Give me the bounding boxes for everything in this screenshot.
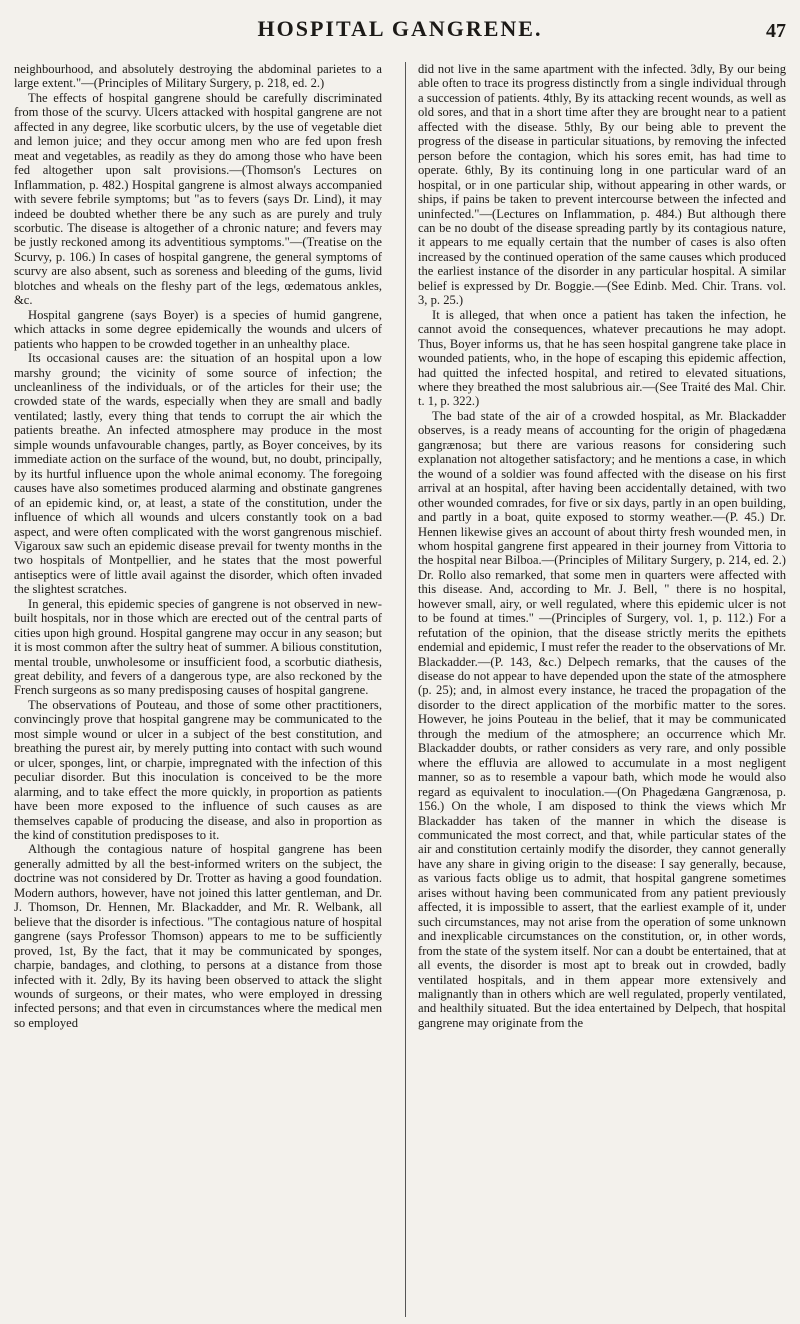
paragraph: did not live in the same apartment with the infected. 3dly, By our being able often to trace its progress distinctly from a single individual through a succession of patients. 4thly, By its attacking recent wounds, as well as old sores, and that in a short time after they are brought near to a patient affected with the disease. 5thly, By our being able to prevent the progress of the disease in particular situations, by removing the infected person before the contagion, which his sores emit, has had time to operate. 6thly, By its continuing long in one particular ward of an hospital, or in one particular ship, without appearing in other wards, or ships, if pains be taken to prevent intercourse between the infected and uninfected."—(Lectures on Inflammation, p. 484.) But although there can be no doubt of the disease spreading partly by its contagious nature, it appears to me equally certain that the number of cases is also often increased by the continued operation of the same causes which produced the earliest instance of the disorder in any particular hospital. A similar belief is expressed by Dr. Boggie.—(See Edinb. Med. Chir. Trans. vol. 3, p. 25.) [418, 62, 786, 308]
column-divider [405, 62, 406, 1317]
paragraph: The bad state of the air of a crowded hospital, as Mr. Blackadder observes, is a ready means of accounting for the origin of phagedæna gangrænosa; but there are various reasons for considering such explanation not altogether satisfactory; and he mentions a case, in which the wound of a soldier was found affected with the disease on his first arrival at an hospital, after having been accidentally detained, with two other wounded comrades, for five or six days, partly in an open building, and partly in a boat, quite exposed to stormy weather.—(P. 45.) Dr. Hennen likewise gives an account of about thirty fresh wounded men, in whom hospital gangrene first appeared in their journey from Vittoria to the hospital near Bilboa.—(Principles of Military Surgery, p. 214, ed. 2.) Dr. Rollo also remarked, that some men in quarters were affected with this disease. And, according to Mr. J. Bell, " there is no hospital, however small, airy, or well regulated, where this epidemic ulcer is not to be found at times." —(Principles of Surgery, vol. 1, p. 112.) For a refutation of the opinion, that the disease strictly merits the epithets endemial and epidemic, I must refer the reader to the observations of Mr. Blackadder.—(P. 143, &c.) Delpech remarks, that the causes of the disease do not appear to have depended upon the state of the atmosphere (p. 25); and, in almost every instance, he traced the propagation of the disorder to the direct application of the morbific matter to the sores. However, he joins Pouteau in the belief, that it may be communicated through the medium of the atmosphere; an occurrence which Mr. Blackadder doubts, or rather considers as very rare, and only possible where the effluvia are allowed to accumulate in a most negligent manner, so as to resemble a vapour bath, which mode he would also regard as equivalent to inoculation.—(On Phagedæna Gangrænosa, p. 156.) On the whole, I am disposed to think the views which Mr Blackadder has taken of the manner in which the disease is communicated the most correct, and that, while particular states of the air and constitution certainly modify the disorder, they cannot generally have any share in giving origin to the disease: I say generally, because, as various facts oblige us to admit, that hospital gangrene sometimes arises without having been communicated from any patient previously affected, it is impossible to assert, that the earliest example of it, under such circumstances, may not arise from the operation of some unknown and inexplicable circumstances on the constitution, or, in other words, from the state of the system itself. Nor can a doubt be entertained, that at all events, the disorder is most apt to break out in crowded, badly ventilated hospitals, and in them appear more extensively and malignantly than in others which are well regulated, properly ventilated, and healthily situated. But the idea entertained by Delpech, that hospital gangrene may originate from the [418, 408, 786, 1030]
paragraph: Hospital gangrene (says Boyer) is a species of humid gangrene, which attacks in some degree epidemically the wounds and ulcers of patients who happen to be crowded together in an unhealthy place. [14, 307, 382, 351]
paragraph: The observations of Pouteau, and those of some other practitioners, convincingly prove that hospital gangrene may be communicated to the most simple wound or ulcer in a subject of the best constitution, and breathing the purest air, by merely putting into contact with such wound or ulcer, sponges, lint, or charpie, impregnated with the infection of this peculiar disorder. But this inoculation is conceived to be the more alarming, and to take effect the more quickly, in proportion as patients have been more exposed to the influence of such causes as are themselves capable of producing the disease, and also in proportion as the kind of constitution predisposes to it. [14, 697, 382, 843]
paragraph: The effects of hospital gangrene should be carefully discriminated from those of the scurvy. Ulcers attacked with hospital gangrene are not affected in any degree, like scorbutic ulcers, by the use of vegetable diet and lemon juice; and they occur among men who are fed upon fresh meat and vegetables, as readily as they do among those who have been fed altogether upon salt provisions.—(Thomson's Lectures on Inflammation, p. 482.) Hospital gangrene is almost always accompanied with severe febrile symptoms; but "as to fevers (says Dr. Lind), it may indeed be doubted whether there be any such as are purely and truly scorbutic. The disease is altogether of a chronic nature; and fevers may be justly reckoned among its adventitious symptoms."—(Treatise on the Scurvy, p. 106.) In cases of hospital gangrene, the general symptoms of scurvy are also absent, such as soreness and bleeding of the gums, livid blotches and wheals on the fleshy part of the legs, œdematous ankles, &c. [14, 90, 382, 308]
running-head: HOSPITAL GANGRENE. [257, 16, 543, 41]
paragraph: Although the contagious nature of hospital gangrene has been generally admitted by all the best-informed writers on the subject, the doctrine was not considered by Dr. Trotter as having a good foundation. Modern authors, however, have not joined this latter gentleman, and Dr. J. Thomson, Dr. Hennen, Mr. Blackadder, and Mr. R. Welbank, all believe that the disorder is infectious. "The contagious nature of hospital gangrene (says Professor Thomson) appears to me to be sufficiently proved, 1st, By the fact, that it may be communicated by sponges, charpie, bandages, and clothing, to persons at a distance from those infected with it. 2dly, By its having been observed to attack the slight wounds of surgeons, or their mates, who were employed in dressing infected persons; and that even in circumstances where the medical men so employed [14, 842, 382, 1030]
left-column [14, 62, 382, 1030]
page-number: 47 [766, 20, 786, 42]
page-header [0, 10, 800, 50]
right-column [418, 62, 786, 1030]
paragraph: In general, this epidemic species of gangrene is not observed in new-built hospitals, nor in those which are erected out of the central parts of cities upon high ground. Hospital gangrene may occur in any season; but it is most common after the sultry heat of summer. A bilious constitution, mental trouble, unwholesome or insufficient food, a scorbutic diathesis, great debility, and fevers of a dangerous type, are also reckoned by the French surgeons as so many predisposing causes of hospital gangrene. [14, 596, 382, 698]
paragraph: neighbourhood, and absolutely destroying the abdominal parietes to a large extent."—(Principles of Military Surgery, p. 218, ed. 2.) [14, 62, 382, 91]
paragraph: It is alleged, that when once a patient has taken the infection, he cannot avoid the consequences, whatever precautions he may adopt. Thus, Boyer informs us, that he has seen hospital gangrene take place in wounded patients, who, in the hope of escaping this epidemic affection, had quitted the infected hospital, and retired to elevated situations, where they breathed the most salubrious air.—(See Traité des Mal. Chir. t. 1, p. 322.) [418, 307, 786, 409]
paragraph: Its occasional causes are: the situation of an hospital upon a low marshy ground; the vicinity of some source of infection; the uncleanliness of the individuals, or of the articles for their use; the crowded state of the wards, especially when they are small and badly ventilated; lastly, every thing that tends to corrupt the air which the patients breathe. An infected atmosphere may produce in the most simple wounds unfavourable changes, partly, as Boyer conceives, by its immediate action on the surface of the wound, but, no doubt, principally, by its hurtful influence upon the whole animal economy. The foregoing causes have also sometimes produced alarming and obstinate gangrenes of an epidemic kind, or, at least, a state of the constitution, under the influence of which all wounds and ulcers constantly took on a bad aspect, and were often complicated with the worst gangrenous mischief. Vigaroux saw such an epidemic disease prevail for twenty months in the two hospitals of Montpellier, and he states that the most powerful antiseptics were of little avail against the disorder, which often invaded the slightest scratches. [14, 351, 382, 597]
